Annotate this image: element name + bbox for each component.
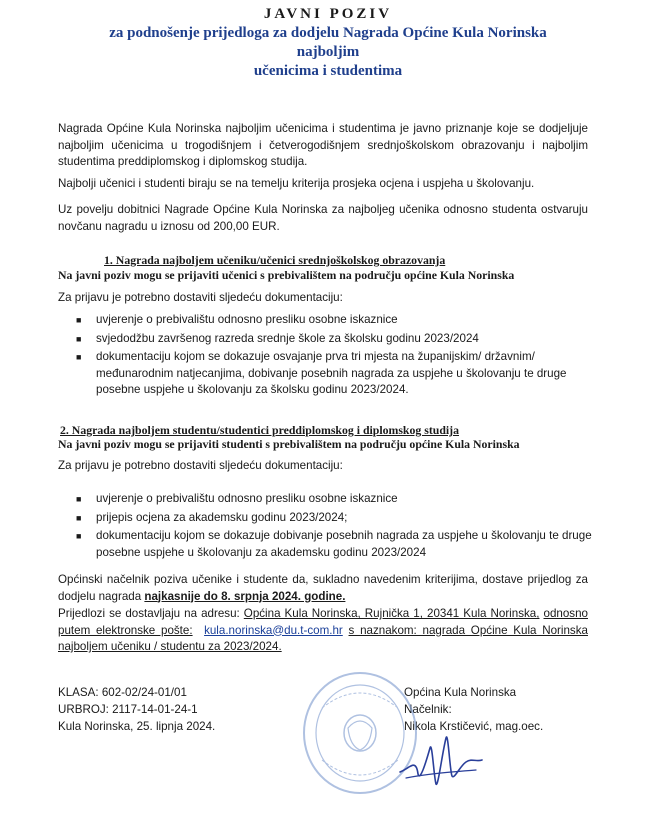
- square-bullet-icon: ■: [76, 494, 82, 504]
- square-bullet-icon: ■: [76, 333, 82, 344]
- email-link[interactable]: kula.norinska@du.t-com.hr: [204, 623, 343, 637]
- closing-paragraph-address: Prijedlozi se dostavljaju na adresu: Općina Kula Norinska, Rujnička 1, 20341 Kula Norinska, odnosno putem elektronske pošte: kula.norinska@du.t-com.hr s naznakom: nagrada Općine Kula Norinska najboljem učeniku / studentu za 2023/2024.: [58, 607, 588, 653]
- square-bullet-icon: ■: [76, 531, 82, 541]
- list-item: ■ prijepis ocjena za akademsku godinu 2023/2024;: [96, 510, 596, 527]
- list-item: ■ uvjerenje o prebivalištu odnosno presliku osobne iskaznice: [96, 312, 596, 329]
- section-1-document-list: [76, 312, 596, 401]
- urbroj-number: URBROJ: 2117-14-01-24-1: [58, 703, 198, 716]
- list-item: ■ dokumentaciju kojom se dokazuje osvajanje prva tri mjesta na županijskim/ državnim/ međunarodnim natjecanjima, dobivanje posebnih nagrada za uspjehe u školovanju te druge posebne uspjehe u školovanju za školsku godinu 2023/2024.: [76, 350, 567, 396]
- submission-deadline: najkasnije do 8. srpnja 2024. godine.: [144, 589, 346, 603]
- section-2-heading: 2. Nagrada najboljem studentu/studentici preddiplomskog i diplomskog studija: [60, 423, 459, 437]
- intro-paragraph-2: Najbolji učenici i studenti biraju se na temelju kriterija prosjeka ocjena i uspjeha u školovanju.: [58, 177, 535, 190]
- section-2-subheading: Na javni poziv mogu se prijaviti studenti s prebivalištem na području općine Kula Norinska: [58, 437, 520, 451]
- document-title: JAVNI POZIV: [263, 6, 393, 22]
- signatory-role: Načelnik:: [404, 703, 452, 716]
- list-item: ■ dokumentaciju kojom se dokazuje dobivanje posebnih nagrada za uspjehe u školovanju te druge posebne uspjehe u školovanju za akademsku godinu 2023/2024: [76, 529, 592, 559]
- closing-paragraph-deadline: Općinski načelnik poziva učenike i studente da, sukladno navedenim kriterijima, dostave prijedlog za dodjelu nagrada najkasnije do 8. srpnja 2024. godine.: [58, 573, 588, 603]
- klasa-number: KLASA: 602-02/24-01/01: [58, 686, 187, 699]
- section-1-intro: Za prijavu je potrebno dostaviti sljedeću dokumentaciju:: [58, 291, 343, 304]
- section-1-heading: 1. Nagrada najboljem učeniku/učenici srednjoškolskog obrazovanja: [104, 253, 446, 267]
- square-bullet-icon: ■: [76, 512, 82, 523]
- signatory-name: Nikola Krstičević, mag.oec.: [404, 720, 544, 733]
- postal-address: Općina Kula Norinska, Rujnička 1, 20341 Kula Norinska,: [243, 607, 540, 620]
- document-reference-block: [58, 684, 215, 735]
- list-item: ■ svjedodžbu završenog razreda srednje škole za školsku godinu 2023/2024: [96, 331, 596, 348]
- intro-paragraph-1: Nagrada Općine Kula Norinska najboljim učenicima i studentima je javno priznanje koje se dodjeljuje najboljim učenicima u trogodišnjem i četverogodišnjem srednjoškolskom obrazovanju i najboljim studentima preddiplomskog i diplomskog studija.: [58, 122, 588, 168]
- handwritten-signature-icon: [396, 718, 486, 790]
- place-and-date: Kula Norinska, 25. lipnja 2024.: [58, 720, 216, 733]
- section-2-intro: Za prijavu je potrebno dostaviti sljedeću dokumentaciju:: [58, 459, 343, 472]
- document-subtitle-line-1: za podnošenje prijedloga za dodjelu Nagrada Općine Kula Norinska: [109, 25, 547, 41]
- section-1-subheading: Na javni poziv mogu se prijaviti učenici s prebivalištem na području općine Kula Norinska: [58, 268, 515, 282]
- square-bullet-icon: ■: [76, 352, 82, 362]
- document-subtitle-line-2: najboljim: [296, 44, 360, 60]
- document-subtitle-line-3: učenicima i studentima: [253, 63, 403, 79]
- section-2-document-list: [76, 491, 596, 563]
- intro-paragraph-3: Uz povelju dobitnici Nagrade Općine Kula Norinska za najboljeg učenika odnosno studenta ostvaruju novčanu nagradu u iznosu od 200,00 EUR.: [58, 203, 588, 233]
- list-item: ■ uvjerenje o prebivalištu odnosno presliku osobne iskaznice: [96, 491, 596, 508]
- signatory-organization: Općina Kula Norinska: [404, 686, 517, 699]
- square-bullet-icon: ■: [76, 315, 82, 325]
